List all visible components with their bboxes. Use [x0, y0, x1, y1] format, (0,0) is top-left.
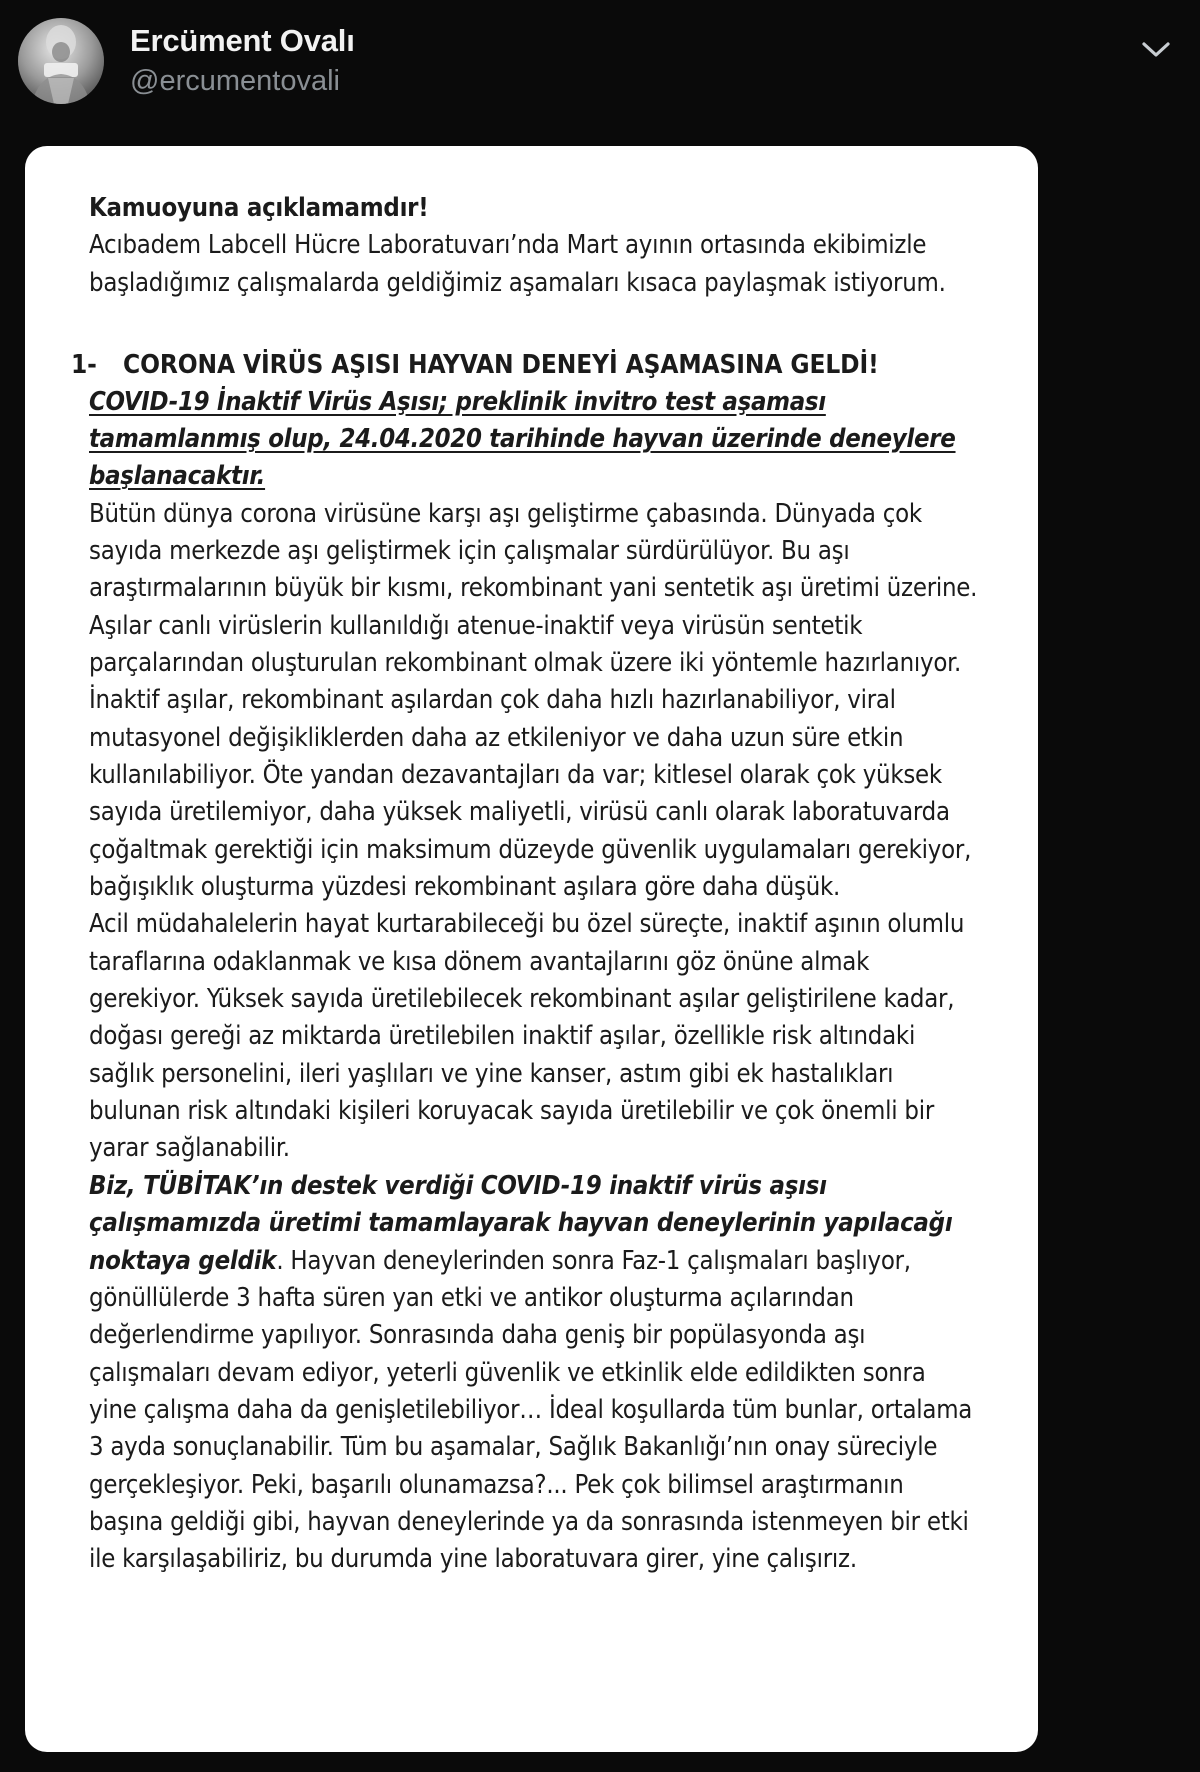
- document-paragraph-3: [89, 1168, 978, 1579]
- document-lead-body: Acıbadem Labcell Hücre Laboratuvarı’nda Mart ayının ortasında ekibimizle başladığımız çalışmalarda geldiğimiz aşamaları kısaca paylaşmak istiyorum.: [89, 230, 946, 298]
- document-paragraph-1: Bütün dünya corona virüsüne karşı aşı geliştirme çabasında. Dünyada çok sayıda merkezde aşı geliştirmek için çalışmalar sürdürülüyor. Bu aşı araştırmalarının büyük bir kısmı, rekombinant yani sentetik aşı üretimi üzerine. Aşılar canlı virüslerin kullanıldığı atenue-inaktif veya virüsün sentetik parçalarından oluşturulan rekombinant olmak üzere iki yöntemle hazırlanıyor. İnaktif aşılar, rekombinant aşılardan çok daha hızlı hazırlanabiliyor, viral mutasyonel değişikliklerden daha az etkileniyor ve daha uzun süre etkin kullanılabiliyor. Öte yandan dezavantajları da var; kitlesel olarak çok yüksek sayıda üretilemiyor, daha yüksek maliyetli, virüsü canlı olarak laboratuvarda çoğaltmak gerektiği için maksimum düzeyde güvenlik uygulamaları gerekiyor, bağışıklık oluşturma yüzdesi rekombinant aşılara göre daha düşük.: [89, 498, 978, 903]
- section-number: 1-: [71, 349, 97, 380]
- document-paragraph-3-rest: . Hayvan deneylerinden sonra Faz-1 çalışmaları başlıyor, gönüllülerde 3 hafta süren yan etki ve antikor oluşturma açılarından değerlendirme yapılıyor. Sonrasında daha geniş bir popülasyonda aşı çalışmaları devam ediyor, yeterli güvenlik ve etkinlik elde edildikten sonra yine çalışma daha da genişletilebiliyor… İdeal koşullarda tüm bunlar, ortalama 3 ayda sonuçlanabilir. Tüm bu aşamalar, Sağlık Bakanlığı’nın onay süreciyle gerçekleşiyor. Peki, başarılı olunamazsa?... Pek çok bilimsel araştırmanın başına geldiği gibi, hayvan deneylerinde ya da sonrasında istenmeyen bir etki ile karşılaşabiliriz, bu durumda yine laboratuvara girer, yine çalışırız.: [89, 1245, 973, 1575]
- document-paragraph-3-emphasis: Biz, TÜBİTAK’ın destek verdiği COVID-19 inaktif virüs aşısı çalışmamızda üretimi tamamlayarak hayvan deneylerinin yapılacağı noktaya geldik: [89, 1170, 953, 1276]
- avatar[interactable]: [18, 18, 104, 104]
- more-options-button[interactable]: [1134, 28, 1178, 72]
- author-info: [130, 14, 1134, 99]
- avatar-photo-icon: [18, 18, 104, 104]
- tweet-header: [0, 0, 1200, 128]
- document-paragraph-2: Acil müdahalelerin hayat kurtarabileceği bu özel süreçte, inaktif aşının olumlu taraflarına odaklanmak ve kısa dönem avantajlarını göz önüne almak gerekiyor. Yüksek sayıda üretilebilecek rekombinant aşılar geliştirilene kadar, doğası gereği az miktarda üretilebilen inaktif aşılar, özellikle risk altındaki sağlık personelini, ileri yaşlıları ve yine kanser, astım gibi ek hastalıkları bulunan risk altındaki kişileri koruyacak sayıda üretilebilir ve çok önemli bir yarar sağlanabilir.: [89, 909, 965, 1164]
- emphasis-underlined-statement: COVID-19 İnaktif Virüs Aşısı; preklinik invitro test aşaması tamamlanmış olup, 24.04.2020 tarihinde hayvan üzerinde deneylere başlanacaktır.: [89, 386, 956, 492]
- section-heading: [71, 346, 978, 384]
- document-card: [25, 146, 1038, 1752]
- bottom-strip: [0, 1752, 1200, 1772]
- chevron-down-icon: [1141, 40, 1171, 60]
- display-name: Ercüment Ovalı: [130, 23, 355, 58]
- handle: @ercumentovali: [130, 64, 340, 97]
- document-body: [25, 146, 1038, 1619]
- document-lead-title: Kamuoyuna açıklamamdır!: [89, 193, 429, 223]
- section-heading-text: CORONA VİRÜS AŞISI HAYVAN DENEYİ AŞAMASINA GELDİ!: [123, 349, 879, 380]
